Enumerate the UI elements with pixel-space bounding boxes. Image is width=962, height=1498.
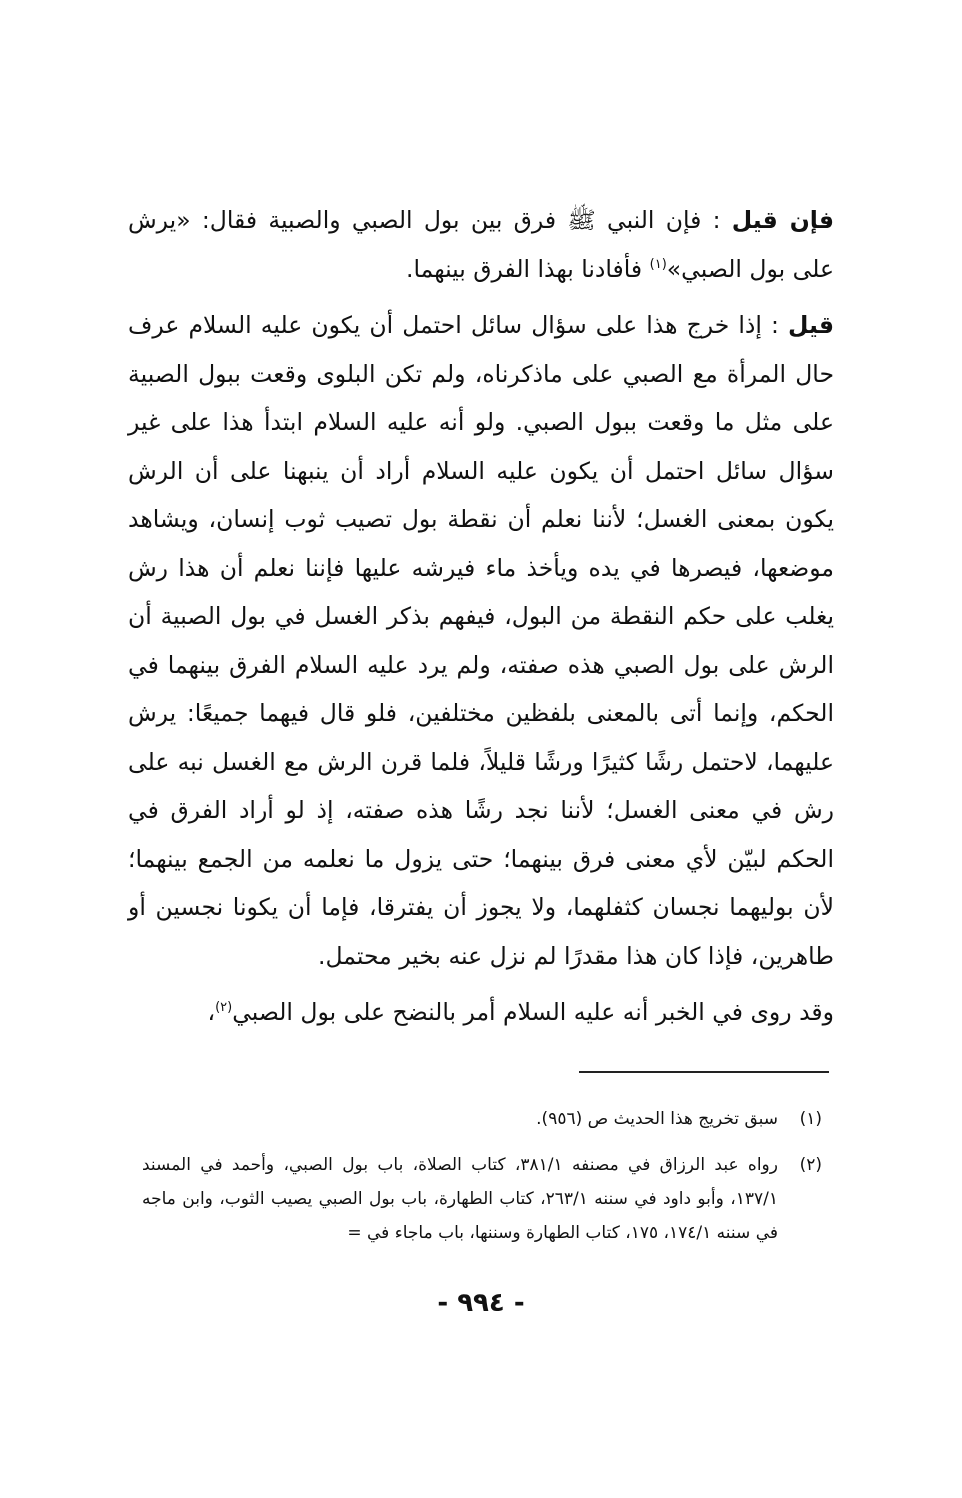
footnote-ref-2: (٢) <box>215 1000 233 1016</box>
footnote-1-text: سبق تخريج هذا الحديث ص (٩٥٦). <box>536 1109 778 1129</box>
paragraph-1-text-end: فأفادنا بهذا الفرق بينهما. <box>406 254 650 283</box>
main-text <box>128 196 834 1037</box>
paragraph-2 <box>128 301 834 980</box>
footnote-1-number: (١) <box>799 1109 822 1129</box>
footnote-2-number: (٢) <box>799 1155 822 1175</box>
footnote-divider <box>579 1071 829 1073</box>
paragraph-2-text: : إذا خرج هذا على سؤال سائل احتمل أن يكون عليه السلام عرف حال المرأة مع الصبي على ماذكرناه، ولم تكن البلوى وقعت ببول الصبية على مثل ما وقعت ببول الصبي. ولو أنه عليه السلام ابتدأ هذا على غير سؤال سائل احتمل أن يكون عليه السلام أراد أن ينبهنا على أن الرش يكون بمعنى الغسل؛ لأننا نعلم أن نقطة بول تصيب ثوب إنسان، ويشاهد موضعها، فيصرها في يده ويأخذ ماء فيرشه عليها فإننا نعلم أن هذا رش يغلب على حكم النقطة من البول، فيفهم بذكر الغسل في بول الصبية أن الرش على بول الصبي هذه صفته، ولم يرد عليه السلام الفرق بينهما في الحكم، وإنما أتى بالمعنى بلفظين مختلفين، فلو قال فيهما جميعًا: يرش عليهما، لاحتمل رشًا كثيرًا ورشًا قليلاً، فلما قرن الرش مع الغسل نبه على رش في معنى الغسل؛ لأننا نجد رشًا هذه صفته، إذ لو أراد الفرق في الحكم لبيّن لأي معنى فرق بينهما؛ حتى يزول ما نعلمه من الجمع بينهما؛ لأن بوليهما نجسان كثفلهما، ولا يجوز أن يفترقا، فإما أن يكونا نجسين أو طاهرين، فإذا كان هذا مقدرًا لم نزل عنه بخير محتمل. <box>128 311 834 970</box>
paragraph-2-lead: قيل <box>788 311 834 339</box>
paragraph-3-text: وقد روى في الخبر أنه عليه السلام أمر بالنضح على بول الصبي <box>232 998 834 1026</box>
footnote-2-text: رواه عبد الرزاق في مصنفه ٣٨١/١، كتاب الصلاة، باب بول الصبي، وأحمد في المسند ١٣٧/١، وأبو داود في سننه ٢٦٣/١، كتاب الطهارة، باب بول الصبي يصيب الثوب، وابن ماجه في سننه ١٧٤/١، ١٧٥، كتاب الطهارة وسننها، باب ماجاء في = <box>142 1155 778 1243</box>
paragraph-3-text-end: ، <box>207 998 216 1026</box>
footnote-1 <box>142 1102 822 1136</box>
page-number: - ٩٩٤ - <box>437 1288 525 1318</box>
footnote-2 <box>142 1148 822 1250</box>
footnotes <box>142 1102 822 1262</box>
paragraph-1-text: : فإن النبي ﷺ فرق بين بول الصبي والصبية فقال: «يرش على بول الصبي» <box>128 206 834 283</box>
footnote-ref-1: (١) <box>649 256 667 272</box>
paragraph-3 <box>128 988 834 1037</box>
paragraph-1 <box>128 196 834 293</box>
paragraph-1-lead: فإن قيل <box>731 206 834 234</box>
